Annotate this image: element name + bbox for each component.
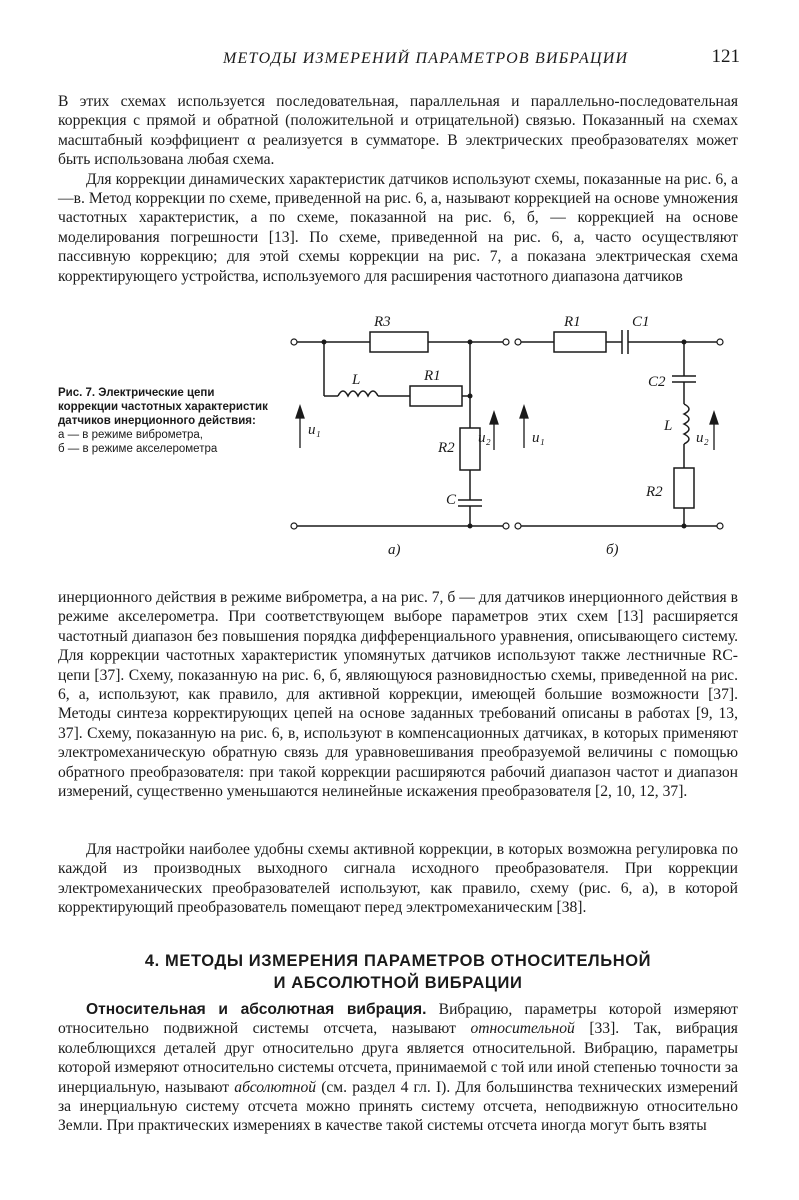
- label-c: C: [446, 492, 457, 508]
- resistor-r1: [410, 386, 462, 406]
- caption-item-b: б — в режиме акселерометра: [58, 443, 218, 455]
- run-in-heading: Относительная и абсолютная вибрация.: [86, 1001, 427, 1018]
- label-u2-a: u₂: [478, 430, 491, 446]
- circuit-a: [294, 332, 506, 526]
- label-u1-a: u₁: [308, 422, 321, 438]
- label-u1-b: u₁: [532, 430, 545, 446]
- inductor-l: [338, 391, 378, 396]
- paragraph-5: [58, 1000, 738, 1136]
- running-title: МЕТОДЫ ИЗМЕРЕНИЙ ПАРАМЕТРОВ ВИБРАЦИИ: [223, 50, 629, 67]
- running-header: [58, 44, 742, 74]
- figure-caption: [58, 386, 268, 456]
- label-r3: R3: [374, 314, 391, 330]
- paragraph-3: инерционного действия в режиме виброметра, а на рис. 7, б — для датчиков инерционного действия в режиме акселерометра. При соответствующем выборе параметров этих схем [13] расширяется частотный диапазон без повышения порядка дифференциального уравнения, описывающего систему. Для коррекции частотных характеристик упомянутых датчиков используют также лестничные RC-цепи [37]. Схему, показанную на рис. 6, б, являющуюся разновидностью схемы, приведенной на рис. 6, а, используют, как правило, для активной коррекции, имеющей большие возможности [37]. Методы синтеза корректирующих цепей на основе заданных требований описаны в работах [9, 13, 37]. Схему, показанную на рис. 6, в, используют в компенсационных датчиках, в которых применяют электромеханическую обратную связь для уравновешивания преобразуемой величины с помощью обратного преобразователя: при такой коррекции расширяются рабочий диапазон частот и диапазон измерений, существенно уменьшаются нелинейные искажения преобразователя [2, 10, 12, 37].: [58, 589, 738, 801]
- label-r2-a: R2: [438, 440, 455, 456]
- resistor-r1-b: [554, 332, 606, 352]
- label-l-b: L: [664, 418, 673, 434]
- label-circuit-b: б): [606, 542, 619, 558]
- section-heading: [58, 950, 738, 994]
- resistor-r2: [460, 428, 480, 470]
- paragraph-5-part-a: Вибрацию, параметры которой измеряют относительно подвижной системы отсчета, называют: [58, 1001, 738, 1038]
- label-u2-b: u₂: [696, 430, 709, 446]
- resistor-r2-b: [674, 468, 694, 508]
- circuit-figure: [280, 300, 740, 570]
- label-r2-b: R2: [646, 484, 663, 500]
- resistor-r3: [370, 332, 428, 352]
- circuit-b: [518, 330, 720, 526]
- label-r1-a: R1: [424, 368, 441, 384]
- paragraph-5-part-c: (см. раздел 4 гл. I). Для большинства технических измерений за инерциальную систему отсчета можно принять систему отсчета, неподвижную относительно Земли. При практических измерениях в качестве такой системы отсчета иногда могут быть взяты: [58, 1078, 738, 1135]
- caption-item-a: а — в режиме виброметра,: [58, 429, 203, 441]
- page-number: 121: [711, 46, 740, 67]
- circuit-b-nodes: [515, 339, 723, 529]
- paragraph-2: Для коррекции динамических характеристик датчиков используют схемы, показанные на рис. 6, а—в. Метод коррекции по схеме, приведенной на рис. 6, а, называют коррекцией на основе умножения частотных характеристик, а по схеме, показанной на рис. 6, б, — коррекцией на основе моделирования погрешности [13]. По схеме, приведенной на рис. 6, а, часто осуществляют пассивную коррекцию; для этой схемы коррекции на рис. 7, а показана электрическая схема корректирующего устройства, используемого для расширения частотного диапазона датчиков: [58, 170, 738, 285]
- label-c1: C1: [632, 314, 650, 330]
- term-relative: относительной: [470, 1020, 575, 1038]
- caption-title: Рис. 7. Электрические цепи коррекции частотных характеристик датчиков инерционного действия:: [58, 387, 268, 427]
- inductor-l-b: [684, 404, 689, 444]
- label-r1-b: R1: [564, 314, 581, 330]
- label-l-a: L: [352, 372, 361, 388]
- paragraph-5-part-b: [33]. Так, вибрация колеблющихся деталей друг относительно друга является относительной. Вибрацию, параметры которой измеряют относительно системы отсчета, принимаемой с той или иной степенью точности за инерциальную, называют: [58, 1020, 738, 1096]
- label-circuit-a: а): [388, 542, 401, 558]
- intro-paragraphs: [58, 92, 738, 286]
- section-heading-line1: 4. МЕТОДЫ ИЗМЕРЕНИЯ ПАРАМЕТРОВ ОТНОСИТЕЛЬНОЙ: [144, 952, 652, 970]
- label-c2: C2: [648, 374, 666, 390]
- paragraph-4: Для настройки наиболее удобны схемы активной коррекции, в которых возможна регулировка по каждой из производных выходного сигнала исходного преобразователя. При коррекции электромеханических преобразователей используют, как правило, схему (рис. 6, а), в которой корректирующий преобразователь помещают перед электромеханическим [38].: [58, 841, 738, 917]
- term-absolute: абсолютной: [234, 1078, 317, 1096]
- section-heading-line2: И АБСОЛЮТНОЙ ВИБРАЦИИ: [273, 974, 523, 992]
- paragraph-1: В этих схемах используется последовательная, параллельная и параллельно-последовательная коррекция с прямой и обратной (положительной и отрицательной) связью. Показанный на схемах масштабный коэффициент α реализуется в сумматоре. В электрических преобразователях может быть использована любая схема.: [58, 93, 738, 169]
